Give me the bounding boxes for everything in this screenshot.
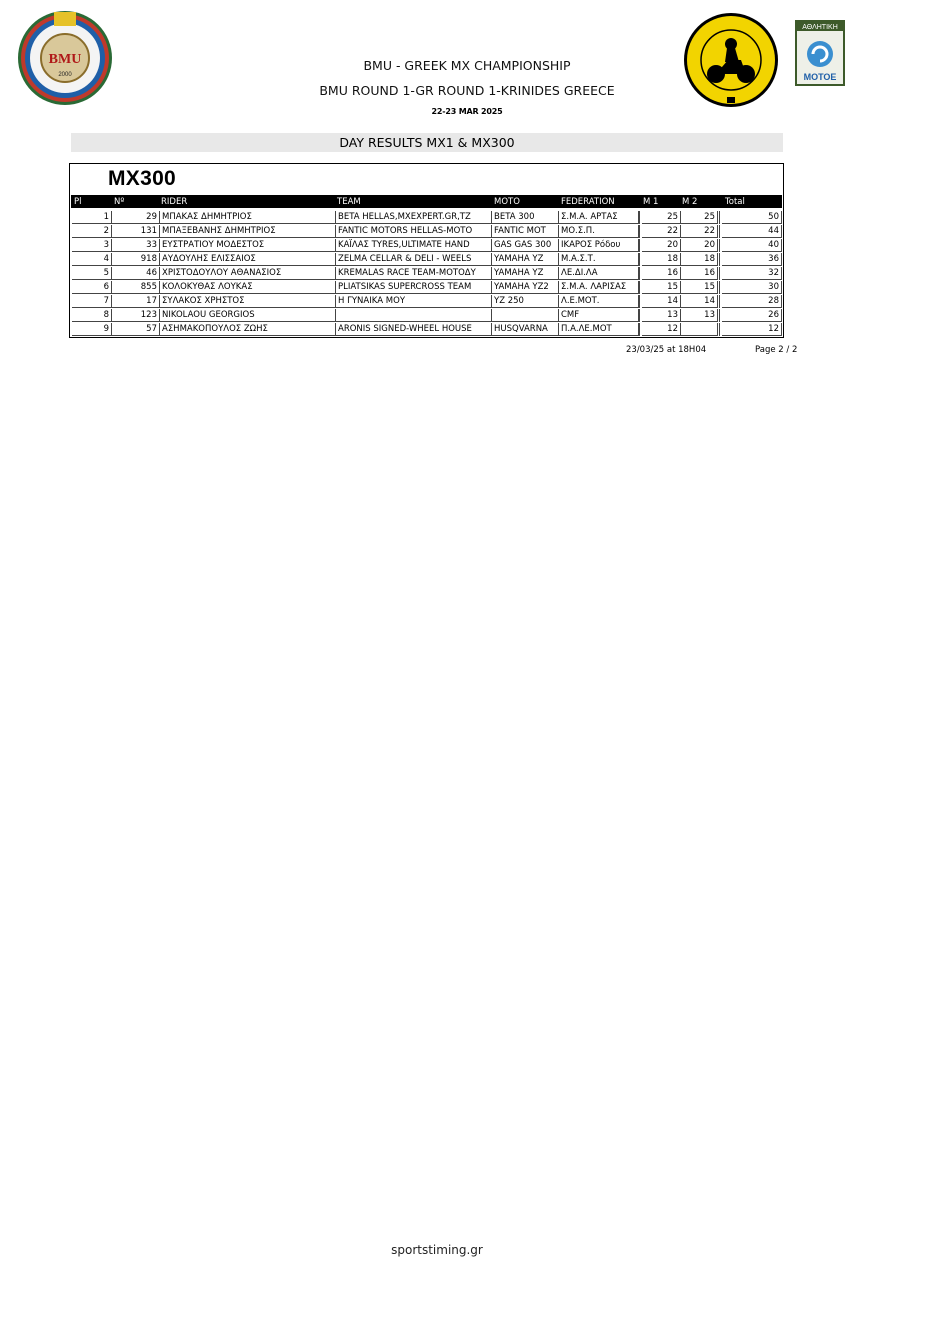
col-rider: RIDER — [161, 197, 188, 207]
cell-moto: YAMAHA YZ — [492, 267, 559, 280]
cell-team — [336, 309, 492, 322]
cell-no: 17 — [112, 295, 160, 308]
double-rule — [639, 253, 640, 266]
double-rule — [719, 253, 720, 266]
cell-pl: 4 — [72, 253, 112, 266]
cell-m2: 25 — [681, 211, 718, 224]
double-rule — [719, 267, 720, 280]
cell-no: 29 — [112, 211, 160, 224]
table-row — [72, 267, 782, 281]
cell-m2: 15 — [681, 281, 718, 294]
cell-no: 131 — [112, 225, 160, 238]
round-title: BMU ROUND 1-GR ROUND 1-KRINIDES GREECE — [319, 83, 615, 98]
cell-m2: 14 — [681, 295, 718, 308]
cell-team: BETA HELLAS,MXEXPERT.GR,TZ — [336, 211, 492, 224]
double-rule — [719, 211, 720, 224]
cell-fed: Π.Α.ΛΕ.ΜΟΤ — [559, 323, 639, 336]
cell-fed: Σ.Μ.Α. ΛΑΡΙΣΑΣ — [559, 281, 639, 294]
cell-pl: 2 — [72, 225, 112, 238]
cell-no: 123 — [112, 309, 160, 322]
cell-rider: ΕΥΣΤΡΑΤΙΟΥ ΜΟΔΕΣΤΟΣ — [160, 239, 336, 252]
table-row — [72, 309, 782, 323]
cell-m2: 16 — [681, 267, 718, 280]
col-pl: Pl — [74, 197, 82, 207]
cell-total: 12 — [722, 323, 782, 336]
double-rule — [639, 309, 640, 322]
championship-title: BMU - GREEK MX CHAMPIONSHIP — [363, 58, 571, 73]
cell-no: 855 — [112, 281, 160, 294]
cell-pl: 8 — [72, 309, 112, 322]
col-moto: MOTO — [494, 197, 520, 207]
cell-m1: 14 — [642, 295, 681, 308]
cell-no: 46 — [112, 267, 160, 280]
col-federation: FEDERATION — [561, 197, 615, 207]
cell-fed: ΛΕ.ΔΙ.ΛΑ — [559, 267, 639, 280]
table-row — [72, 253, 782, 267]
cell-total: 30 — [722, 281, 782, 294]
cell-rider: NIKOLAOU GEORGIOS — [160, 309, 336, 322]
double-rule — [719, 295, 720, 308]
cell-m1: 12 — [642, 323, 681, 336]
double-rule — [719, 281, 720, 294]
col-m2: M 2 — [682, 197, 698, 207]
cell-fed: Σ.Μ.Α. ΑΡΤΑΣ — [559, 211, 639, 224]
cell-no: 33 — [112, 239, 160, 252]
motoe-logo — [795, 20, 845, 86]
cell-team: FANTIC MOTORS HELLAS-MOTO — [336, 225, 492, 238]
cell-m2: 13 — [681, 309, 718, 322]
cell-pl: 7 — [72, 295, 112, 308]
cell-m1: 25 — [642, 211, 681, 224]
cell-moto: FANTIC MOT — [492, 225, 559, 238]
cell-team: PLIATSIKAS SUPERCROSS TEAM — [336, 281, 492, 294]
cell-m1: 20 — [642, 239, 681, 252]
cell-moto — [492, 309, 559, 322]
cell-total: 50 — [722, 211, 782, 224]
cell-total: 32 — [722, 267, 782, 280]
cell-m2: 22 — [681, 225, 718, 238]
bmu-logo-text: BMU — [48, 52, 82, 67]
col-m1: M 1 — [643, 197, 659, 207]
col-team: TEAM — [337, 197, 361, 207]
double-rule — [719, 309, 720, 322]
cell-team: ΚΑΪΛΑΣ TYRES,ULTIMATE HAND — [336, 239, 492, 252]
cell-fed: CMF — [559, 309, 639, 322]
double-rule — [719, 239, 720, 252]
cell-team: ARONIS SIGNED-WHEEL HOUSE — [336, 323, 492, 336]
cell-fed: Λ.Ε.ΜΟΤ. — [559, 295, 639, 308]
cell-rider: ΜΠΑΚΑΣ ΔΗΜΗΤΡΙΟΣ — [160, 211, 336, 224]
double-rule — [639, 267, 640, 280]
double-rule — [639, 295, 640, 308]
double-rule — [719, 323, 720, 336]
cell-pl: 5 — [72, 267, 112, 280]
col-no: Nº — [114, 197, 125, 207]
cell-rider: ΑΥΔΟΥΛΗΣ ΕΛΙΣΣΑΙΟΣ — [160, 253, 336, 266]
cell-total: 44 — [722, 225, 782, 238]
table-row — [72, 211, 782, 225]
table-row — [72, 239, 782, 253]
print-timestamp: 23/03/25 at 18H04 — [626, 345, 707, 355]
double-rule — [639, 239, 640, 252]
cell-total: 26 — [722, 309, 782, 322]
cell-moto: YZ 250 — [492, 295, 559, 308]
page-number: Page 2 / 2 — [755, 345, 798, 355]
table-header — [71, 195, 782, 208]
double-rule — [639, 323, 640, 336]
cell-pl: 9 — [72, 323, 112, 336]
table-row — [72, 281, 782, 295]
motoe-logo-top: ΑΘΛΗΤΙΚΗ — [802, 24, 838, 31]
cell-m1: 16 — [642, 267, 681, 280]
table-row — [72, 323, 782, 337]
double-rule — [639, 225, 640, 238]
table-row — [72, 295, 782, 309]
cell-m1: 15 — [642, 281, 681, 294]
cell-m2 — [681, 323, 718, 336]
cell-pl: 3 — [72, 239, 112, 252]
cell-m2: 18 — [681, 253, 718, 266]
cell-moto: BETA 300 — [492, 211, 559, 224]
category-title: MX300 — [108, 167, 177, 190]
double-rule — [719, 225, 720, 238]
bmu-logo-year: 2000 — [58, 72, 72, 78]
cell-no: 918 — [112, 253, 160, 266]
footer-website: sportstiming.gr — [391, 1243, 483, 1257]
cell-rider: ΜΠΑΞΕΒΑΝΗΣ ΔΗΜΗΤΡΙΟΣ — [160, 225, 336, 238]
cell-no: 57 — [112, 323, 160, 336]
cell-m1: 22 — [642, 225, 681, 238]
cell-moto: YAMAHA YZ2 — [492, 281, 559, 294]
col-total: Total — [725, 197, 745, 207]
cell-team: Η ΓΥΝΑΙΚΑ ΜΟΥ — [336, 295, 492, 308]
cell-moto: GAS GAS 300 — [492, 239, 559, 252]
cell-fed: Μ.Α.Σ.Τ. — [559, 253, 639, 266]
cell-m2: 20 — [681, 239, 718, 252]
cell-rider: ΣΥΛΑΚΟΣ ΧΡΗΣΤΟΣ — [160, 295, 336, 308]
cell-total: 28 — [722, 295, 782, 308]
table-row — [72, 225, 782, 239]
cell-pl: 6 — [72, 281, 112, 294]
cell-fed: ΜΟ.Σ.Π. — [559, 225, 639, 238]
double-rule — [639, 211, 640, 224]
cell-rider: ΚΟΛΟΚΥΘΑΣ ΛΟΥΚΑΣ — [160, 281, 336, 294]
cell-fed: ΙΚΑΡΟΣ Ρόδου — [559, 239, 639, 252]
double-rule — [639, 281, 640, 294]
section-title: DAY RESULTS MX1 & MX300 — [71, 133, 783, 152]
cell-total: 40 — [722, 239, 782, 252]
cell-m1: 13 — [642, 309, 681, 322]
cell-rider: ΧΡΙΣΤΟΔΟΥΛΟΥ ΑΘΑΝΑΣΙΟΣ — [160, 267, 336, 280]
cell-m1: 18 — [642, 253, 681, 266]
motoe-logo-bottom: ΜΟΤΟΕ — [803, 72, 837, 82]
cell-total: 36 — [722, 253, 782, 266]
cell-rider: ΑΣΗΜΑΚΟΠΟΥΛΟΣ ΖΩΗΣ — [160, 323, 336, 336]
event-date: 22-23 MAR 2025 — [431, 107, 503, 116]
cell-pl: 1 — [72, 211, 112, 224]
cell-moto: YAMAHA YZ — [492, 253, 559, 266]
cell-team: ZELMA CELLAR & DELI - WEELS — [336, 253, 492, 266]
cell-moto: HUSQVARNA — [492, 323, 559, 336]
cell-team: KREMALAS RACE TEAM-ΜΟΤΟΔΥ — [336, 267, 492, 280]
